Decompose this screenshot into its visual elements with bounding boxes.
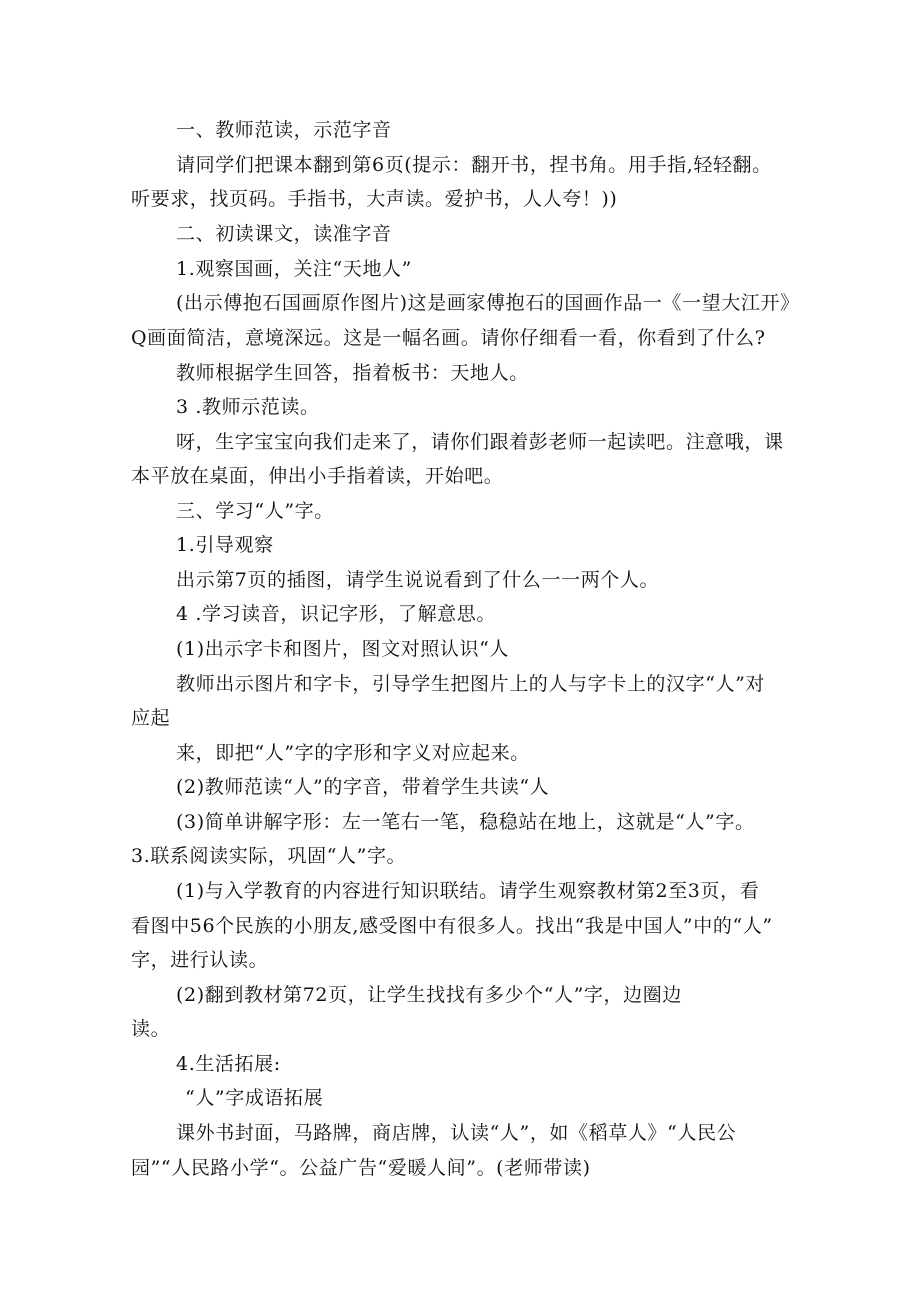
paragraph-line: (出示傅抱石国画原作图片)这是画家傅抱石的国画作品一《一望大江开》: [176, 292, 800, 314]
paragraph-line: 应起: [131, 707, 171, 729]
paragraph-line: 看图中56个民族的小朋友,感受图中有很多人。找出“我是中国人”中的“人”: [131, 915, 773, 937]
subheading: 3.联系阅读实际，巩固“人”字。: [131, 845, 407, 867]
paragraph-line: 请同学们把课本翻到第6页(提示：翻开书，捏书角。用手指,轻轻翻。: [176, 154, 772, 176]
paragraph-line: (2)教师范读“人”的字音，带着学生共读“人: [176, 776, 550, 798]
paragraph-line: 呀，生字宝宝向我们走来了，请你们跟着彭老师一起读吧。注意哦，课: [176, 431, 784, 453]
paragraph-line: (3)简单讲解字形：左一笔右一笔，稳稳站在地上，这就是“人”字。: [176, 811, 755, 833]
paragraph-line: 来，即把“人”字的字形和字义对应起来。: [176, 742, 530, 764]
section-heading-1: 一、教师范读，示范字音: [176, 119, 392, 141]
subheading: 4 .学习读音，识记字形，了解意思。: [176, 603, 496, 625]
paragraph-line: 读。: [131, 1018, 171, 1040]
subheading: 3 .教师示范读。: [176, 396, 320, 418]
paragraph-line: 出示第7页的插图，请学生说说看到了什么一一两个人。: [176, 569, 660, 591]
subheading: 4.生活拓展:: [176, 1053, 281, 1075]
section-heading-3: 三、学习“人”字。: [176, 500, 334, 522]
paragraph-line: Q画面简洁，意境深远。这是一幅名画。请你仔细看一看，你看到了什么?: [131, 327, 766, 349]
paragraph-line: 听要求，找页码。手指书，大声读。爱护书，人人夸！)): [131, 188, 618, 210]
paragraph-line: “人”字成语拓展: [185, 1087, 324, 1109]
paragraph-line: 本平放在桌面，伸出小手指着读，开始吧。: [131, 465, 504, 487]
paragraph-line: (1)与入学教育的内容进行知识联结。请学生观察教材第2至3页，看: [176, 880, 760, 902]
paragraph-line: 教师根据学生回答，指着板书：天地人。: [176, 362, 529, 384]
paragraph-line: 教师出示图片和字卡，引导学生把图片上的人与字卡上的汉字“人”对: [176, 673, 766, 695]
paragraph-line: (1)出示字卡和图片，图文对照认识“人: [176, 638, 510, 660]
paragraph-line: 园”“人民路小学“。公益广告“爱暖人间”。(老师带读): [131, 1157, 591, 1179]
paragraph-line: 课外书封面，马路牌，商店牌，认读“人”，如《稻草人》“人民公: [176, 1122, 737, 1144]
section-heading-2: 二、初读课文，读准字音: [176, 223, 392, 245]
subheading: 1.观察国画，关注“天地人”: [176, 258, 412, 280]
paragraph-line: (2)翻到教材第72页，让学生找找有多少个“人”字，边圈边: [176, 984, 682, 1006]
subheading: 1.引导观察: [176, 534, 274, 556]
paragraph-line: 字，进行认读。: [131, 949, 269, 971]
